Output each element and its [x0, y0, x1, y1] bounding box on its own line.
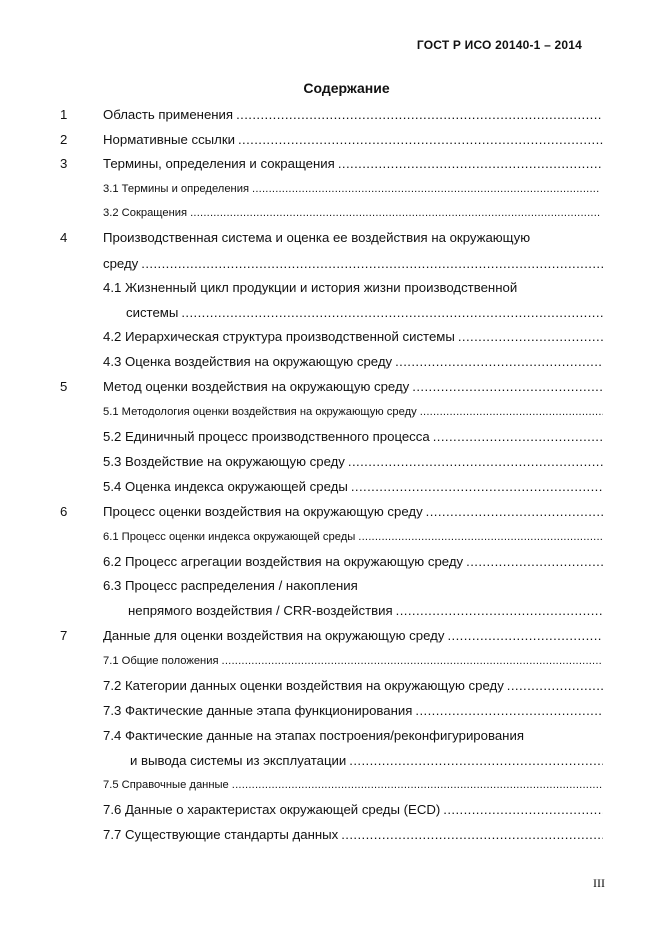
toc-leader: [433, 429, 603, 445]
toc-leader: [341, 827, 603, 843]
toc-entry[interactable]: [103, 454, 603, 470]
toc-label: Область применения: [103, 107, 234, 122]
toc-entry[interactable]: [103, 578, 603, 594]
toc-entry[interactable]: [103, 404, 603, 420]
toc-entry-continued[interactable]: [103, 256, 603, 272]
toc-label: 7.3 Фактические данные этапа функционирования: [103, 703, 413, 718]
toc-label: непрямого воздействия / CRR-воздействия: [128, 603, 393, 618]
toc-entry[interactable]: [103, 703, 603, 719]
toc-entry[interactable]: [103, 230, 603, 246]
toc-entry[interactable]: [103, 280, 603, 296]
toc-label: 7.5 Справочные данные: [103, 779, 229, 791]
toc-entry[interactable]: [103, 156, 603, 172]
toc-label: среду: [103, 256, 139, 271]
toc-leader: [222, 653, 603, 669]
toc-entry-continued[interactable]: [126, 305, 603, 321]
page-title: Содержание: [303, 80, 390, 96]
toc-leader: [426, 504, 603, 520]
toc-leader: [349, 753, 603, 769]
toc-entry[interactable]: [103, 354, 603, 370]
toc-number: 5: [60, 379, 68, 394]
toc-leader: [415, 703, 603, 719]
toc-label: Данные для оценки воздействия на окружающую среду: [103, 628, 445, 643]
toc-leader: [396, 603, 603, 619]
toc-entry[interactable]: [103, 181, 600, 197]
toc-label: Нормативные ссылки: [103, 132, 235, 147]
toc-entry[interactable]: [103, 205, 600, 221]
toc-entry[interactable]: [103, 728, 603, 744]
toc-entry[interactable]: [103, 479, 603, 495]
toc-label: 6.3 Процесс распределения / накопления: [103, 578, 358, 593]
toc-entry[interactable]: [103, 329, 603, 345]
toc-label: 7.1 Общие положения: [103, 655, 219, 667]
toc-number: 4: [60, 230, 68, 245]
toc-entry[interactable]: [103, 132, 603, 148]
toc-leader: [338, 156, 603, 172]
toc-number: 3: [60, 156, 68, 171]
toc-entry-continued[interactable]: [128, 603, 603, 619]
toc-label: 5.1 Методология оценки воздействия на окружающую среду: [103, 406, 417, 418]
toc-leader: [141, 256, 603, 272]
toc-label: Метод оценки воздействия на окружающую среду: [103, 379, 410, 394]
toc-label: 6.2 Процесс агрегации воздействия на окружающую среду: [103, 554, 464, 569]
toc-entry[interactable]: [103, 429, 603, 445]
toc-label: 3.2 Сокращения: [103, 207, 188, 219]
toc-label: 7.6 Данные о характеристах окружающей среды (ECD): [103, 802, 441, 817]
toc-number: 1: [60, 107, 68, 122]
toc-label: 4.2 Иерархическая структура производственной системы: [103, 329, 455, 344]
toc-leader: [466, 554, 603, 570]
toc-leader: [238, 132, 603, 148]
toc-leader: [420, 404, 603, 420]
toc-leader: [458, 329, 603, 345]
toc-leader: [395, 354, 603, 370]
toc-leader: [351, 479, 603, 495]
toc-entry[interactable]: [103, 802, 603, 818]
page-number: III: [593, 876, 605, 890]
toc-leader: [181, 305, 603, 321]
toc-leader: [348, 454, 603, 470]
toc-entry[interactable]: [103, 107, 603, 123]
toc-leader: [412, 379, 603, 395]
toc-entry[interactable]: [103, 379, 603, 395]
toc-entry[interactable]: [103, 777, 603, 793]
toc-leader: [358, 529, 603, 545]
toc-entry-continued[interactable]: [130, 753, 603, 769]
toc-label: и вывода системы из эксплуатации: [130, 753, 347, 768]
toc-leader: [190, 205, 600, 221]
toc-leader: [507, 678, 603, 694]
toc-leader: [232, 777, 603, 793]
document-header: ГОСТ Р ИСО 20140-1 – 2014: [416, 38, 582, 52]
toc-label: 5.2 Единичный процесс производственного процесса: [103, 429, 430, 444]
toc-label: Процесс оценки воздействия на окружающую среду: [103, 504, 423, 519]
toc-number: 7: [60, 628, 68, 643]
toc-label: 3.1 Термины и определения: [103, 183, 250, 195]
toc-entry[interactable]: [103, 628, 603, 644]
toc-label: 4.1 Жизненный цикл продукции и история жизни производственной: [103, 280, 518, 295]
toc-label: 7.4 Фактические данные на этапах построения/реконфигурирования: [103, 728, 524, 743]
toc-number: 6: [60, 504, 68, 519]
toc-number: 2: [60, 132, 68, 147]
toc-entry[interactable]: [103, 554, 603, 570]
toc-label: Производственная система и оценка ее воздействия на окружающую: [103, 230, 531, 245]
toc-entry[interactable]: [103, 827, 603, 843]
toc-label: Термины, определения и сокращения: [103, 156, 335, 171]
toc-leader: [443, 802, 603, 818]
toc-label: 5.4 Оценка индекса окружающей среды: [103, 479, 348, 494]
toc-label: 6.1 Процесс оценки индекса окружающей среды: [103, 531, 356, 543]
toc-label: системы: [126, 305, 179, 320]
toc-leader: [252, 181, 600, 197]
toc-leader: [447, 628, 603, 644]
toc-label: 4.3 Оценка воздействия на окружающую среду: [103, 354, 393, 369]
toc-entry[interactable]: [103, 504, 603, 520]
toc-leader: [236, 107, 603, 123]
toc-label: 5.3 Воздействие на окружающую среду: [103, 454, 345, 469]
toc-label: 7.2 Категории данных оценки воздействия на окружающую среду: [103, 678, 504, 693]
toc-entry[interactable]: [103, 678, 603, 694]
toc-label: 7.7 Существующие стандарты данных: [103, 827, 339, 842]
toc-entry[interactable]: [103, 529, 603, 545]
toc-entry[interactable]: [103, 653, 603, 669]
